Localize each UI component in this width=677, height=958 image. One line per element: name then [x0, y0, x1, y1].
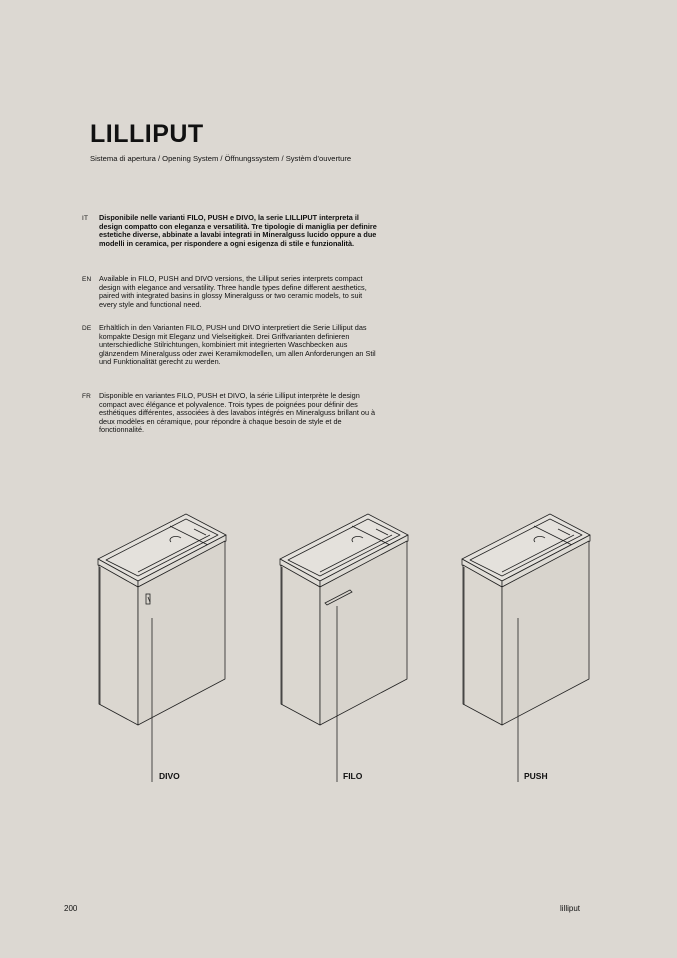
- page-number: 200: [64, 904, 78, 913]
- model-label-divo: DIVO: [159, 771, 180, 781]
- page-title: LILLIPUT: [90, 120, 204, 148]
- language-tag-it: IT: [82, 215, 89, 222]
- description-text-en: Available in FILO, PUSH and DIVO versions, the Lilliput series interprets compact design with elegance and versatility. Three handle types define different aesthetics, paired with integrated basins in glossy Mineralguss or two ceramic models, to suit every style and functional need.: [99, 274, 367, 309]
- description-text-de: Erhältlich in den Varianten FILO, PUSH und DIVO interpretiert die Serie Lilliput das kompakte Design mit Eleganz und Vielseitigkeit. Drei Griffvarianten definieren unterschiedliche Stilrichtungen, kombiniert mit integrierten Waschbecken aus glänzendem Mineralguss oder zwei Keramikmodellen, um allen Anforderungen an Stil und Funktionalität gerecht zu werden.: [99, 323, 376, 367]
- cabinet-filo: [280, 514, 408, 725]
- description-text-fr: Disponible en variantes FILO, PUSH et DIVO, la série Lilliput interprète le design compact avec élégance et polyvalence. Trois types de poignées pour définir des esthétiques différentes, associées à des lavabos intégrés en Mineralguss brillant ou à deux modèles en céramique, pour répondre à chaque besoin de style et de fonctionnalité.: [99, 391, 376, 435]
- running-title: lilliput: [560, 904, 581, 913]
- language-tag-en: EN: [82, 276, 92, 283]
- cabinet-push: [462, 514, 590, 725]
- language-tag-de: DE: [82, 325, 92, 332]
- language-tag-fr: FR: [82, 393, 92, 400]
- description-text-it: Disponibile nelle varianti FILO, PUSH e DIVO, la serie LILLIPUT interpreta il design compatto con eleganza e versatilità. Tre tipologie di maniglia per definire estetiche diverse, abbinate a lavabi integrati in Mineralguss lucido oppure a due modelli in ceramica, per rispondere a ogni esigenza di stile e funzionalità.: [99, 213, 377, 248]
- page-subtitle: Sistema di apertura / Opening System / Öffnungssystem / Systèm d’ouverture: [90, 154, 352, 163]
- model-label-push: PUSH: [524, 771, 548, 781]
- cabinet-divo: [98, 514, 226, 725]
- model-label-filo: FILO: [343, 771, 363, 781]
